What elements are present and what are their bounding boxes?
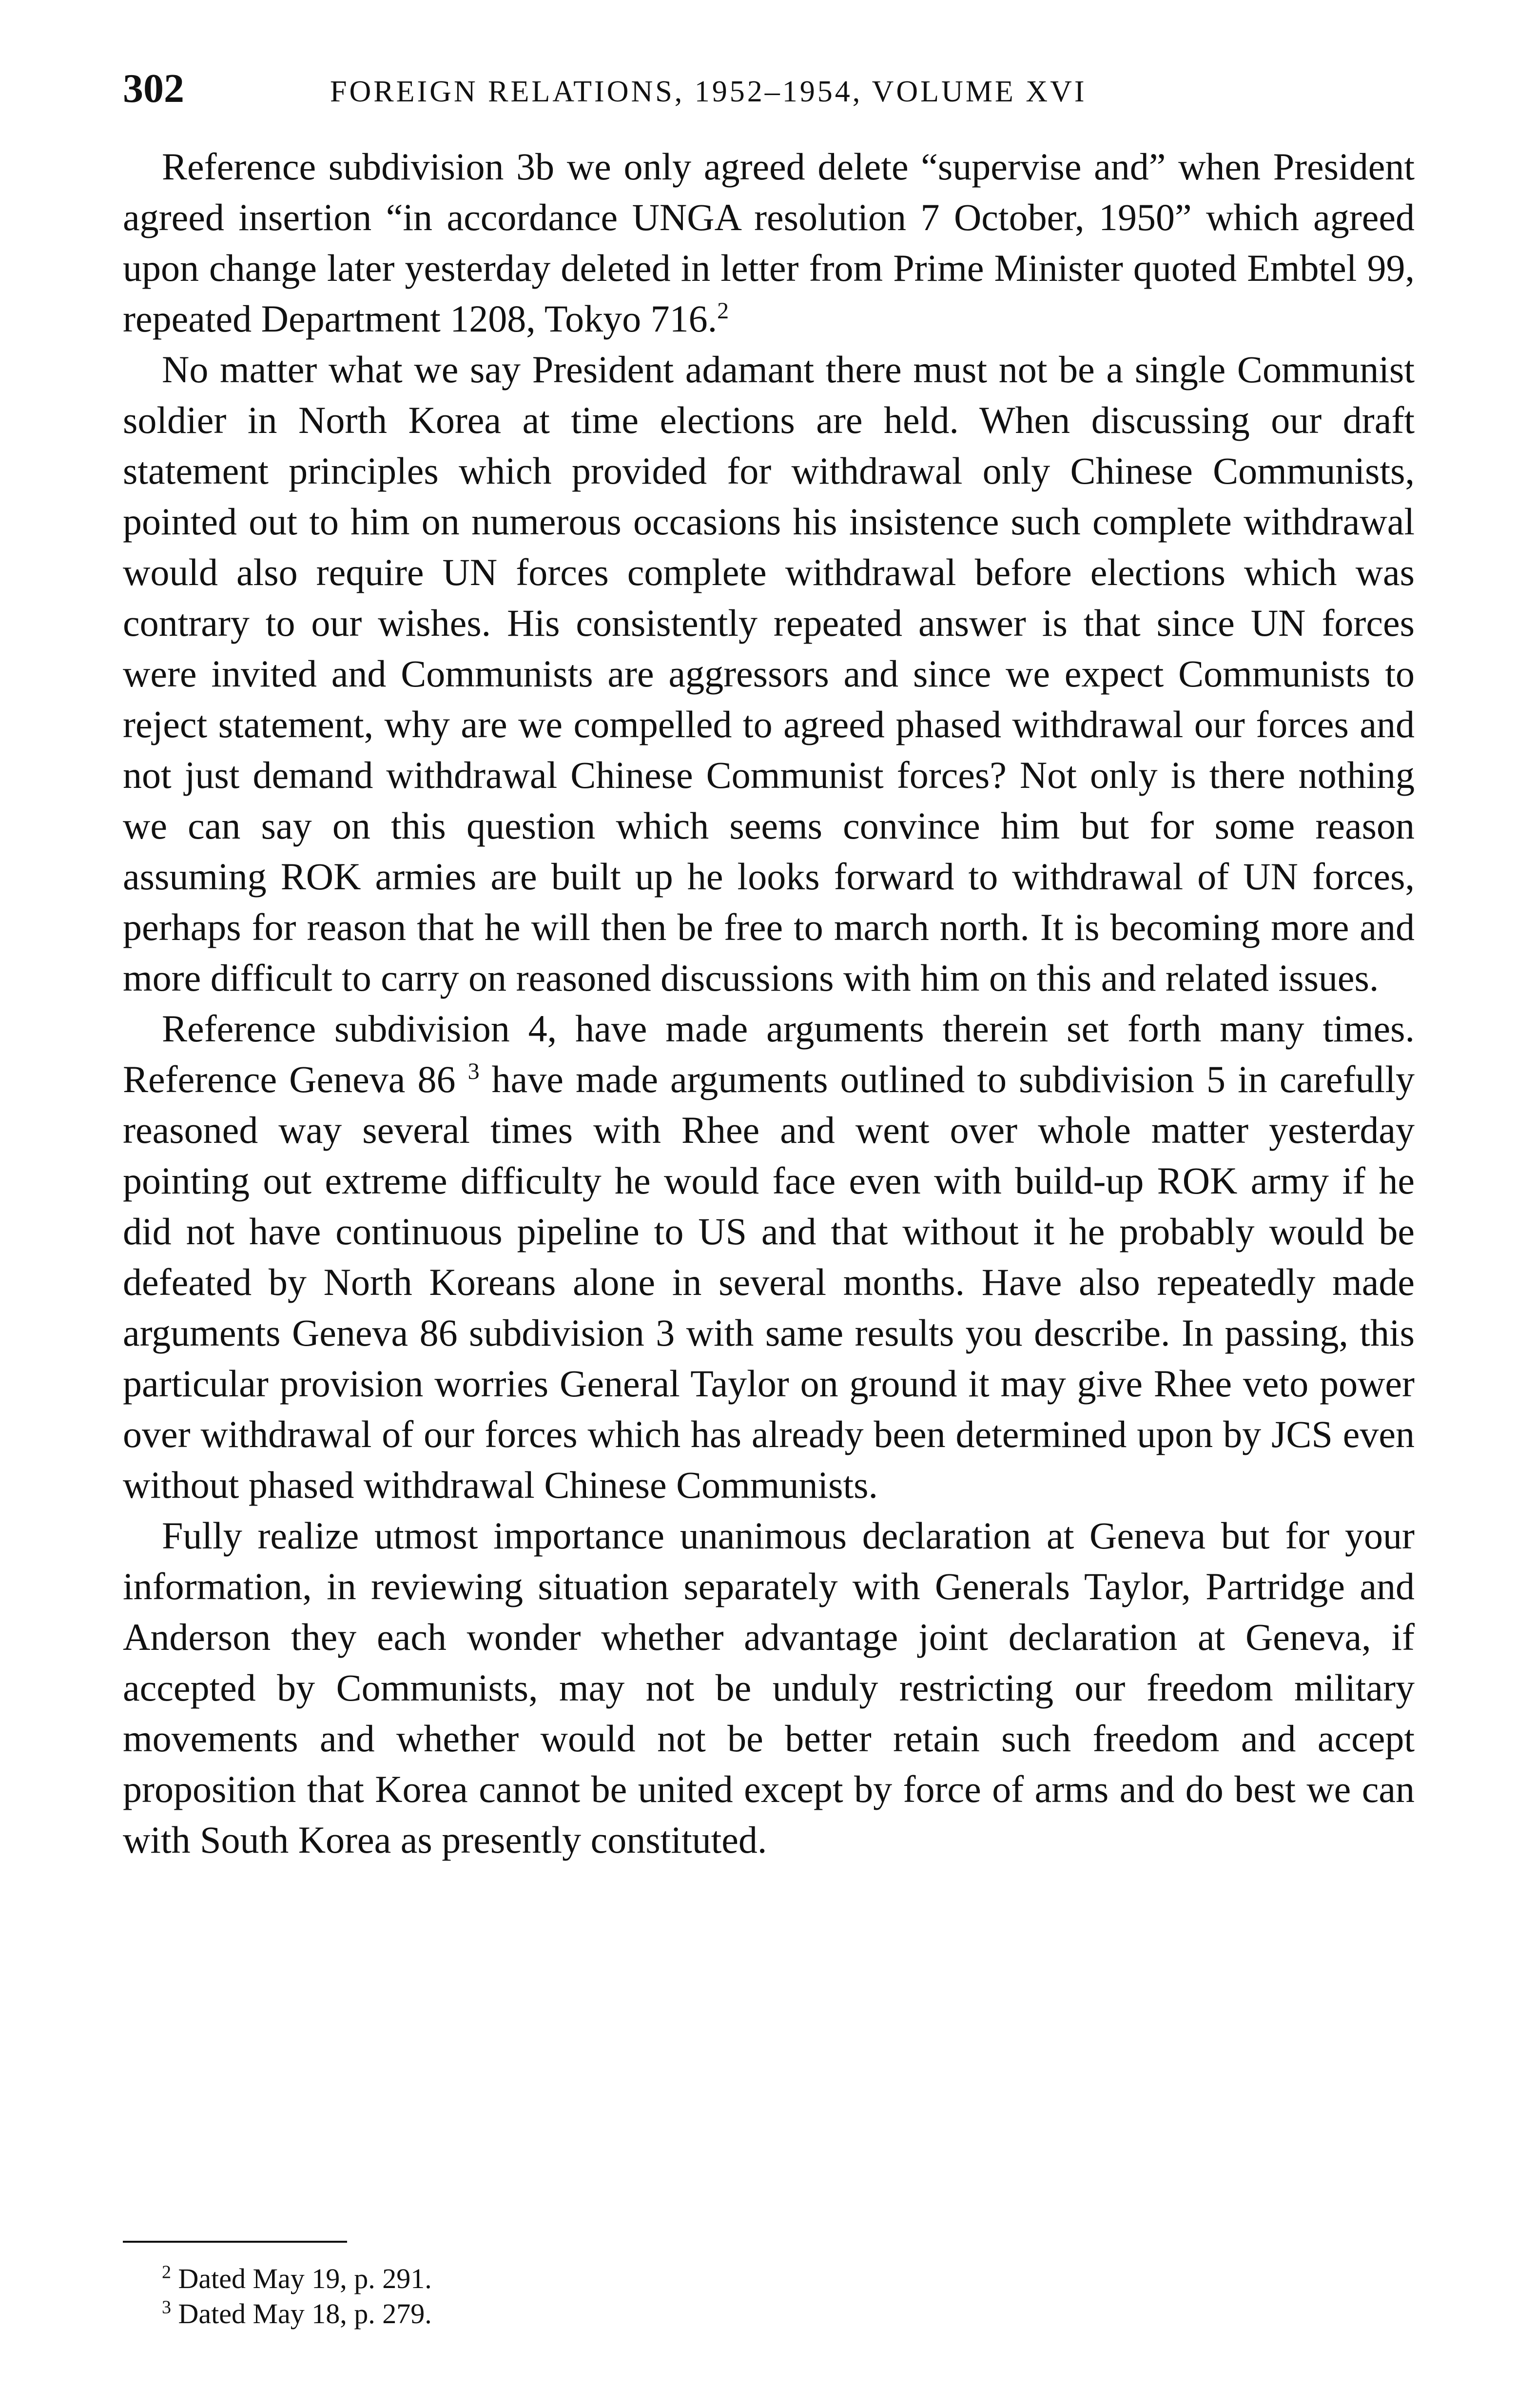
paragraph-4 bbox=[123, 1510, 1415, 1865]
paragraph-text: No matter what we say President adamant there must not be a single Communist soldier in North Korea at time elections are held. When discussing our draft statement principles which provided for withdrawal only Chinese Communists, pointed out to him on numerous occasions his insistence such complete withdrawal would also require UN forces complete withdrawal before elections which was contrary to our wishes. His consistently repeated answer is that since UN forces were invited and Communists are aggressors and since we expect Communists to reject statement, why are we compelled to agreed phased withdrawal our forces and not just demand withdrawal Chinese Communist forces? Not only is there nothing we can say on this question which seems convince him but for some reason assuming ROK armies are built up he looks forward to withdrawal of UN forces, perhaps for reason that he will then be free to march north. It is becoming more and more difficult to carry on reasoned discussions with him on this and related issues. bbox=[123, 348, 1415, 999]
footnote-text: Dated May 18, p. 279. bbox=[178, 2298, 432, 2330]
running-title: FOREIGN RELATIONS, 1952–1954, VOLUME XVI bbox=[330, 75, 1087, 108]
footnote-3 bbox=[123, 2296, 1098, 2331]
running-head bbox=[123, 59, 1415, 118]
paragraph-text: Reference subdivision 4, have made arguments therein set forth many times. Reference Geneva 86 bbox=[123, 1007, 1415, 1100]
paragraph-3 bbox=[123, 1003, 1415, 1510]
footnotes bbox=[123, 2261, 1098, 2331]
paragraph-text: Reference subdivision 3b we only agreed delete “supervise and” when President agreed insertion “in accordance UNGA resolution 7 October, 1950” which agreed upon change later yesterday deleted in letter from Prime Minister quoted Embtel 99, repeated Department 1208, Tokyo 716. bbox=[123, 145, 1415, 340]
paragraph-text: Fully realize utmost importance unanimous declaration at Geneva but for your information, in reviewing situation separately with Generals Taylor, Partridge and Anderson they each wonder whether advantage joint declaration at Geneva, if accepted by Communists, may not be unduly restricting our freedom military movements and whether would not be better retain such freedom and accept proposition that Korea cannot be united except by force of arms and do best we can with South Korea as presently constituted. bbox=[123, 1514, 1415, 1861]
footnote-ref: 3 bbox=[467, 1058, 480, 1084]
paragraph-2 bbox=[123, 344, 1415, 1003]
footnote-mark: 3 bbox=[162, 2297, 171, 2318]
footnote-mark: 2 bbox=[162, 2262, 171, 2283]
body-text bbox=[123, 141, 1415, 1865]
paragraph-text: have made arguments outlined to subdivision 5 in carefully reasoned way several times with Rhee and went over whole matter yesterday pointing out extreme difficulty he would face even with build-up ROK army if he did not have continuous pipeline to US and that without it he probably would be defeated by North Koreans alone in several months. Have also repeatedly made arguments Geneva 86 subdivision 3 with same results you describe. In passing, this particular provision worries General Taylor on ground it may give Rhee veto power over withdrawal of our forces which has already been determined upon by JCS even without phased withdrawal Chinese Communists. bbox=[123, 1058, 1415, 1506]
footnote-ref: 2 bbox=[717, 298, 729, 324]
footnote-2 bbox=[123, 2261, 1098, 2296]
page-number: 302 bbox=[123, 66, 184, 111]
paragraph-1 bbox=[123, 141, 1415, 344]
footnote-text: Dated May 19, p. 291. bbox=[178, 2263, 432, 2294]
footnote-divider bbox=[123, 2241, 347, 2243]
